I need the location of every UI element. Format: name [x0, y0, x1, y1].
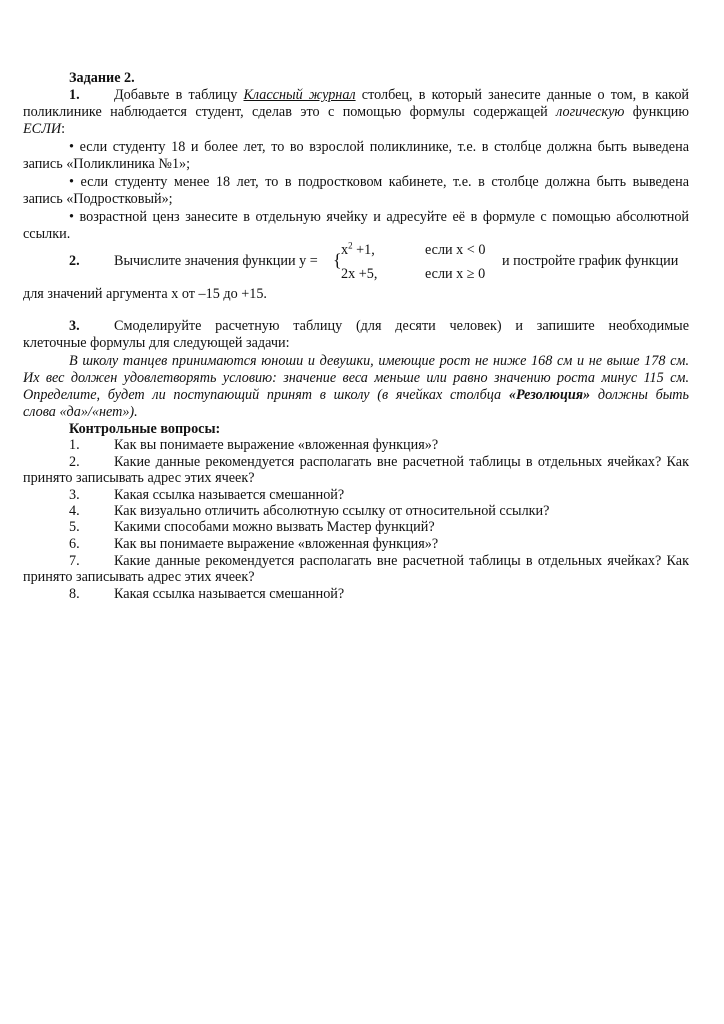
case1-rest: +1,	[356, 242, 375, 258]
question-number: 5.	[69, 519, 80, 535]
item3-line1: Смоделируйте расчетную таблицу (для десяти человек) и запишите необходимые	[114, 318, 689, 334]
bullet-icon: •	[69, 174, 74, 190]
item3-number: 3.	[69, 318, 80, 334]
item3-italic-start: Определите, будет ли поступающий принят в школу (в ячейках столбца	[23, 387, 502, 403]
bullet-adult-line2: запись «Поликлиника №1»;	[23, 156, 191, 172]
item2-number: 2.	[69, 253, 80, 269]
if-function-name: ЕСЛИ	[23, 121, 62, 137]
question-text-continued: принято записывать адрес этих ячеек?	[23, 569, 255, 585]
question-number: 3.	[69, 487, 80, 503]
colon: :	[61, 121, 66, 137]
bullet-absolute-line2: ссылки.	[23, 226, 71, 242]
case1-expression	[341, 242, 375, 259]
question-text: Какая ссылка называется смешанной?	[114, 586, 345, 602]
question-text-continued: принято записывать адрес этих ячеек?	[23, 470, 255, 486]
item1-text-end: столбец, в который занесите данные о том, в какой	[361, 87, 690, 103]
item3-italic-line2: Их вес должен удовлетворять условию: значение веса меньше или равно значению роста минус 115 см.	[23, 370, 689, 386]
question-text: Как вы понимаете выражение «вложенная функция»?	[114, 437, 439, 453]
item2-text-start: Вычислите значения функции y =	[114, 253, 318, 269]
item1-line1	[114, 87, 689, 104]
item3-line2: клеточные формулы для следующей задачи:	[23, 335, 290, 351]
bullet-text: возрастной ценз занесите в отдельную ячейку и адресуйте её в формуле с помощью абсолютной	[79, 209, 690, 225]
question-number: 8.	[69, 586, 80, 602]
question-number: 1.	[69, 437, 80, 453]
item1-line2-start: поликлинике наблюдается студент, сделав это с помощью формулы содержащей	[23, 104, 548, 120]
case1-var: x	[341, 242, 349, 258]
question-number: 6.	[69, 536, 80, 552]
case2-expression: 2x +5,	[341, 266, 378, 282]
item3-italic-line3	[23, 387, 689, 404]
piecewise-brace: {	[333, 250, 342, 270]
bullet-adult-line1	[69, 139, 689, 156]
question-text: Какая ссылка называется смешанной?	[114, 487, 345, 503]
item1-line3	[23, 121, 65, 138]
bullet-teen-line1	[69, 174, 689, 191]
item2-text-end: и постройте график функции	[502, 253, 679, 269]
question-text: Какие данные рекомендуется располагать вне расчетной таблицы в отдельных ячейках? Как	[114, 553, 689, 569]
case1-condition: если x < 0	[425, 242, 486, 258]
bullet-absolute-line1	[69, 209, 689, 226]
question-number: 7.	[69, 553, 80, 569]
question-text: Какие данные рекомендуется располагать вне расчетной таблицы в отдельных ячейках? Как	[114, 454, 689, 470]
item3-italic-end: должны быть	[597, 387, 690, 403]
classroom-journal-reference: Классный журнал	[243, 87, 356, 103]
logical-word: логическую	[556, 104, 625, 120]
bullet-icon: •	[69, 209, 74, 225]
task-title: Задание 2.	[69, 70, 135, 86]
bullet-text: если студенту 18 и более лет, то во взрослой поликлинике, т.е. в столбце должна быть выведена	[79, 139, 689, 155]
bullet-icon: •	[69, 139, 74, 155]
bullet-teen-line2: запись «Подростковый»;	[23, 191, 173, 207]
resolution-column-name: «Резолюция»	[508, 387, 591, 403]
item1-line2	[23, 104, 689, 121]
question-text: Как вы понимаете выражение «вложенная функция»?	[114, 536, 439, 552]
question-text: Как визуально отличить абсолютную ссылку от относительной ссылки?	[114, 503, 550, 519]
question-text: Какими способами можно вызвать Мастер функций?	[114, 519, 435, 535]
item1-number: 1.	[69, 87, 80, 103]
item1-text-start: Добавьте в таблицу	[114, 87, 238, 103]
case1-exponent: 2	[348, 240, 353, 251]
item2-line2: для значений аргумента x от –15 до +15.	[23, 286, 267, 302]
case2-condition: если x ≥ 0	[425, 266, 486, 282]
questions-title: Контрольные вопросы:	[69, 421, 221, 437]
question-number: 4.	[69, 503, 80, 519]
item3-italic-line4: слова «да»/«нет»).	[23, 404, 138, 420]
item3-italic-line1: В школу танцев принимаются юноши и девушки, имеющие рост не ниже 168 см и не выше 178 см.	[69, 353, 689, 369]
bullet-text: если студенту менее 18 лет, то в подростковом кабинете, т.е. в столбце должна быть выведена	[80, 174, 689, 190]
question-number: 2.	[69, 454, 80, 470]
item1-line2-end: функцию	[632, 104, 689, 120]
